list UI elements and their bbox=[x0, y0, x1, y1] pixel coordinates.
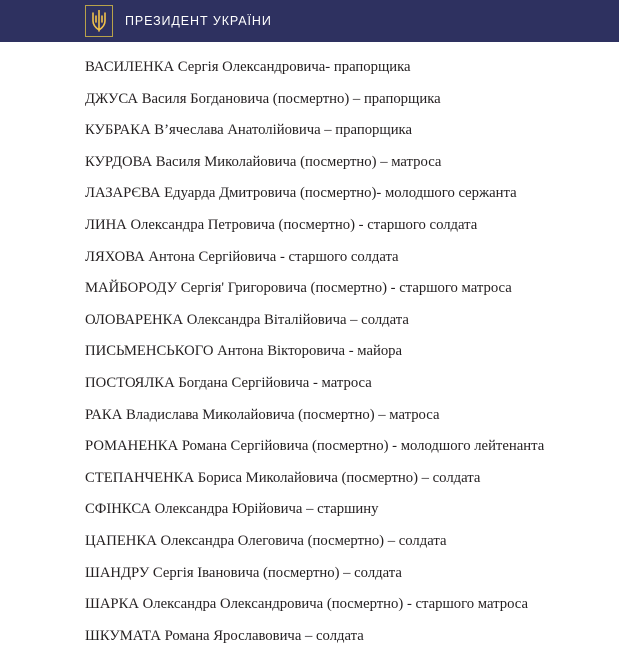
site-header bbox=[0, 0, 619, 42]
ukraine-trident-emblem-icon bbox=[85, 5, 113, 37]
list-item: ЛЯХОВА Антона Сергійовича - старшого солдата bbox=[85, 248, 399, 265]
list-item: РОМАНЕНКА Романа Сергійовича (посмертно) - молодшого лейтенанта bbox=[85, 438, 545, 455]
list-item: ВАСИЛЕНКА Сергія Олександровича- прапорщика bbox=[85, 59, 411, 75]
list-item: ЛИНА Олександра Петровича (посмертно) - старшого солдата bbox=[85, 216, 478, 233]
award-recipients-list bbox=[0, 52, 619, 652]
list-item: СФІНКСА Олександра Юрійовича – старшину bbox=[85, 501, 379, 518]
list-item: ШАРКА Олександра Олександровича (посмертно) - старшого матроса bbox=[85, 596, 529, 613]
list-item: ОЛОВАРЕНКА Олександра Віталійовича – солдата bbox=[85, 311, 409, 328]
list-item: ЦАПЕНКА Олександра Олеговича (посмертно) – солдата bbox=[85, 532, 447, 549]
list-item: ДЖУСА Василя Богдановича (посмертно) – прапорщика bbox=[85, 90, 441, 107]
list-item: СТЕПАНЧЕНКА Бориса Миколайовича (посмертно) – солдата bbox=[85, 469, 481, 486]
list-item: МАЙБОРОДУ Сергія' Григоровича (посмертно) - старшого матроса bbox=[85, 280, 512, 297]
list-item: ПОСТОЯЛКА Богдана Сергійовича - матроса bbox=[85, 374, 372, 391]
list-item: ШАНДРУ Сергія Івановича (посмертно) – солдата bbox=[85, 564, 402, 581]
list-item: КУРДОВА Василя Миколайовича (посмертно) – матроса bbox=[85, 153, 442, 170]
list-item: КУБРАКА В’ячеслава Анатолійовича – прапорщика bbox=[85, 122, 412, 139]
list-item: РАКА Владислава Миколайовича (посмертно) – матроса bbox=[85, 406, 440, 423]
list-item: ЛАЗАРЄВА Едуарда Дмитровича (посмертно)- молодшого сержанта bbox=[85, 185, 517, 202]
header-inner bbox=[85, 5, 272, 37]
list-item: ШКУМАТА Романа Ярославовича – солдата bbox=[85, 627, 364, 644]
list-item: ПИСЬМЕНСЬКОГО Антона Вікторовича - майора bbox=[85, 343, 403, 360]
document-content bbox=[0, 42, 619, 652]
site-title: ПРЕЗИДЕНТ УКРАЇНИ bbox=[125, 14, 272, 28]
